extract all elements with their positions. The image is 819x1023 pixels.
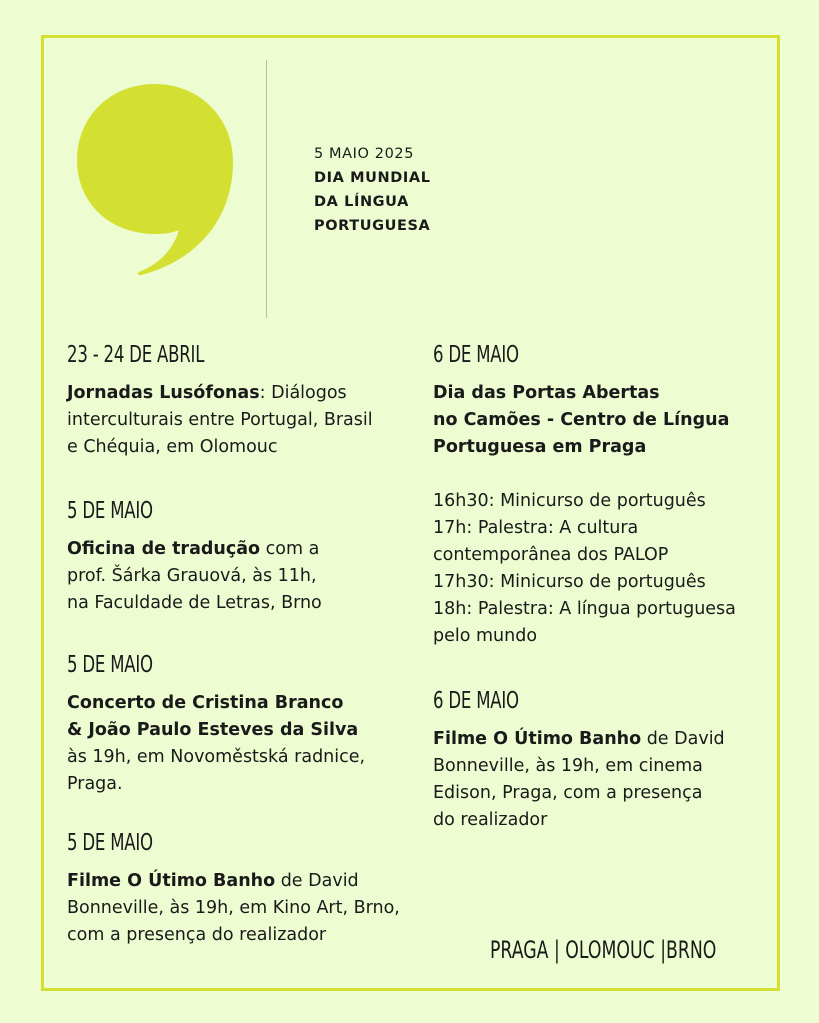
event-block xyxy=(67,828,400,949)
event-title: no Camões - Centro de Língua xyxy=(433,410,730,430)
event-date: 5 DE MAIO xyxy=(67,830,153,856)
schedule-item: 16h30: Minicurso de português xyxy=(433,491,706,511)
comma-quote-icon xyxy=(75,82,235,281)
event-block xyxy=(67,340,373,461)
event-block xyxy=(433,340,736,650)
event-title: Filme O Útimo Banho xyxy=(67,871,276,891)
event-description xyxy=(67,690,365,798)
event-text: na Faculdade de Letras, Brno xyxy=(67,593,322,613)
cities-footer: PRAGA | OLOMOUC |BRNO xyxy=(490,936,717,964)
event-header xyxy=(314,142,431,238)
event-description xyxy=(433,726,725,834)
header-title-line: DIA MUNDIAL xyxy=(314,170,431,186)
schedule-item: contemporânea dos PALOP xyxy=(433,545,669,565)
event-block xyxy=(67,650,365,798)
event-title: & João Paulo Esteves da Silva xyxy=(67,720,359,740)
event-block xyxy=(67,496,322,617)
event-description xyxy=(67,536,322,617)
event-text: com a xyxy=(260,539,320,559)
event-date: 5 DE MAIO xyxy=(67,498,153,524)
event-description xyxy=(67,380,373,461)
event-text: de David xyxy=(641,729,725,749)
event-title: Jornadas Lusófonas xyxy=(67,383,260,403)
event-date: 6 DE MAIO xyxy=(433,688,519,714)
event-title: Concerto de Cristina Branco xyxy=(67,693,344,713)
schedule-item: 18h: Palestra: A língua portuguesa xyxy=(433,599,736,619)
divider-line xyxy=(266,60,267,318)
schedule-item: pelo mundo xyxy=(433,626,538,646)
event-date: 6 DE MAIO xyxy=(433,342,519,368)
schedule-item: 17h: Palestra: A cultura xyxy=(433,518,639,538)
event-text: às 19h, em Novoměstská radnice, xyxy=(67,747,366,767)
header-title-line: PORTUGUESA xyxy=(314,218,431,234)
event-date: 5 DE MAIO xyxy=(67,652,153,678)
event-text: : Diálogos xyxy=(259,383,347,403)
event-description xyxy=(67,868,400,949)
header-date: 5 MAIO 2025 xyxy=(314,146,415,162)
event-text: Bonneville, às 19h, em cinema xyxy=(433,756,703,776)
event-text: Bonneville, às 19h, em Kino Art, Brno, xyxy=(67,898,400,918)
event-block xyxy=(433,686,725,834)
event-title: Filme O Útimo Banho xyxy=(433,729,642,749)
event-text: do realizador xyxy=(433,810,548,830)
header-title-line: DA LÍNGUA xyxy=(314,194,409,210)
event-date: 23 - 24 DE ABRIL xyxy=(67,342,205,368)
event-text: Edison, Praga, com a presença xyxy=(433,783,703,803)
event-description xyxy=(433,380,736,650)
event-title: Portuguesa em Praga xyxy=(433,437,647,457)
event-title: Dia das Portas Abertas xyxy=(433,383,660,403)
event-text: de David xyxy=(275,871,359,891)
event-title: Oficina de tradução xyxy=(67,539,261,559)
event-text: e Chéquia, em Olomouc xyxy=(67,437,278,457)
schedule-item: 17h30: Minicurso de português xyxy=(433,572,706,592)
event-text: prof. Šárka Grauová, às 11h, xyxy=(67,566,317,586)
event-text: Praga. xyxy=(67,774,123,794)
event-text: com a presença do realizador xyxy=(67,925,327,945)
event-text: interculturais entre Portugal, Brasil xyxy=(67,410,373,430)
